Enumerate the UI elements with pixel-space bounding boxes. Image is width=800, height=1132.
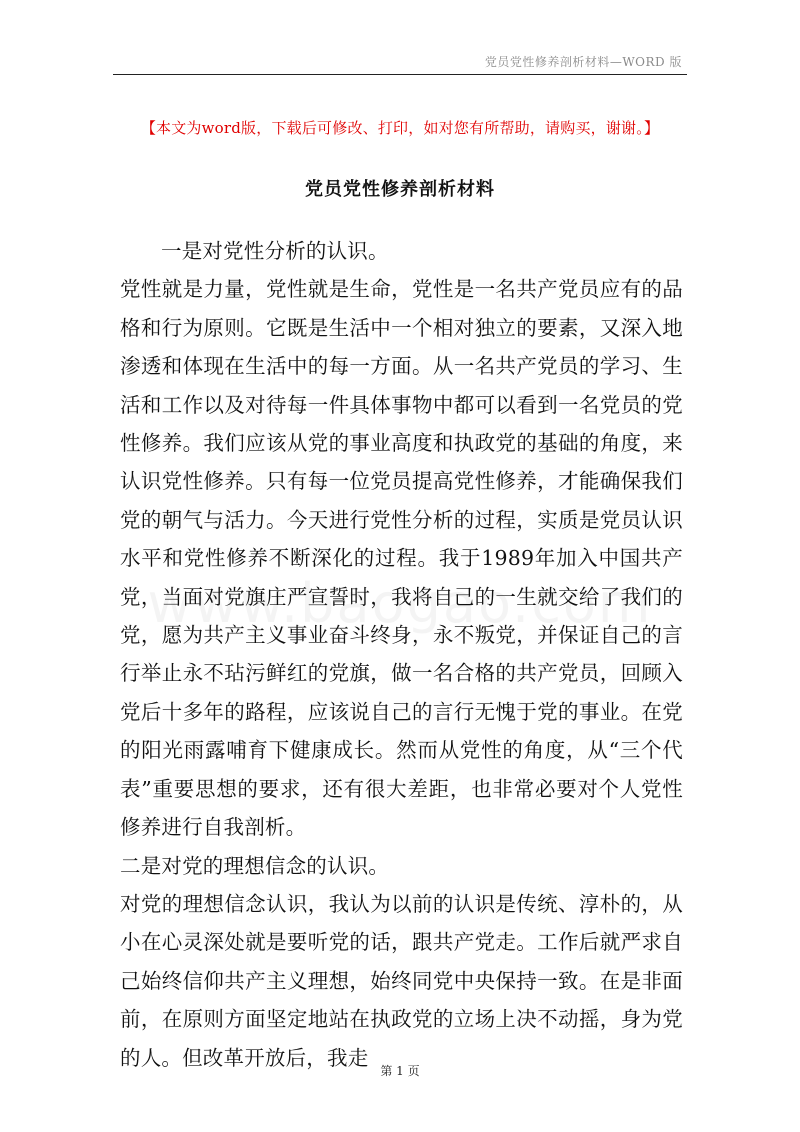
page-number: 第 1 页 bbox=[380, 1064, 420, 1078]
document-body bbox=[120, 232, 683, 1077]
paragraph-2: 对党的理想信念认识，我认为以前的认识是传统、淳朴的，从小在心灵深处就是要听党的话，跟共产党走。工作后就严求自己始终信仰共产主义理想，始终同党中央保持一致。在是非面前，在原则方面坚定地站在执政党的立场上决不动摇，身为党的人。但改革开放后，我走 bbox=[120, 891, 683, 1070]
running-header: 党员党性修养剖析材料—WORD 版 bbox=[484, 55, 682, 69]
paragraph-1: 党性就是力量，党性就是生命，党性是一名共产党员应有的品格和行为原则。它既是生活中一个相对独立的要素，又深入地渗透和体现在生活中的每一方面。从一名共产党员的学习、生活和工作以及对待每一件具体事物中都可以看到一名党员的党性修养。我们应该从党的事业高度和执政党的基础的角度，来认识党性修养。只有每一位党员提高党性修养，才能确保我们党的朝气与活力。今天进行党性分析的过程，实质是党员认识水平和党性修养不断深化的过程。我于1989年加入中国共产党，当面对党旗庄严宣誓时，我将自己的一生就交给了我们的党，愿为共产主义事业奋斗终身，永不叛党，并保证自己的言行举止永不玷污鲜红的党旗，做一名合格的共产党员，回顾入党后十多年的路程，应该说自己的言行无愧于党的事业。在党的阳光雨露哺育下健康成长。然而从党性的角度，从“三个代表”重要思想的要求，还有很大差距，也非常必要对个人党性修养进行自我剖析。 bbox=[120, 277, 683, 840]
download-notice: 【本文为word版，下载后可修改、打印，如对您有所帮助，请购买，谢谢。】 bbox=[140, 119, 660, 137]
document-title: 党员党性修养剖析材料 bbox=[305, 179, 495, 200]
section-heading-2: 二是对党的理想信念的认识。 bbox=[120, 853, 390, 878]
section-heading-1: 一是对党性分析的认识。 bbox=[161, 239, 389, 263]
header-divider bbox=[113, 74, 687, 75]
